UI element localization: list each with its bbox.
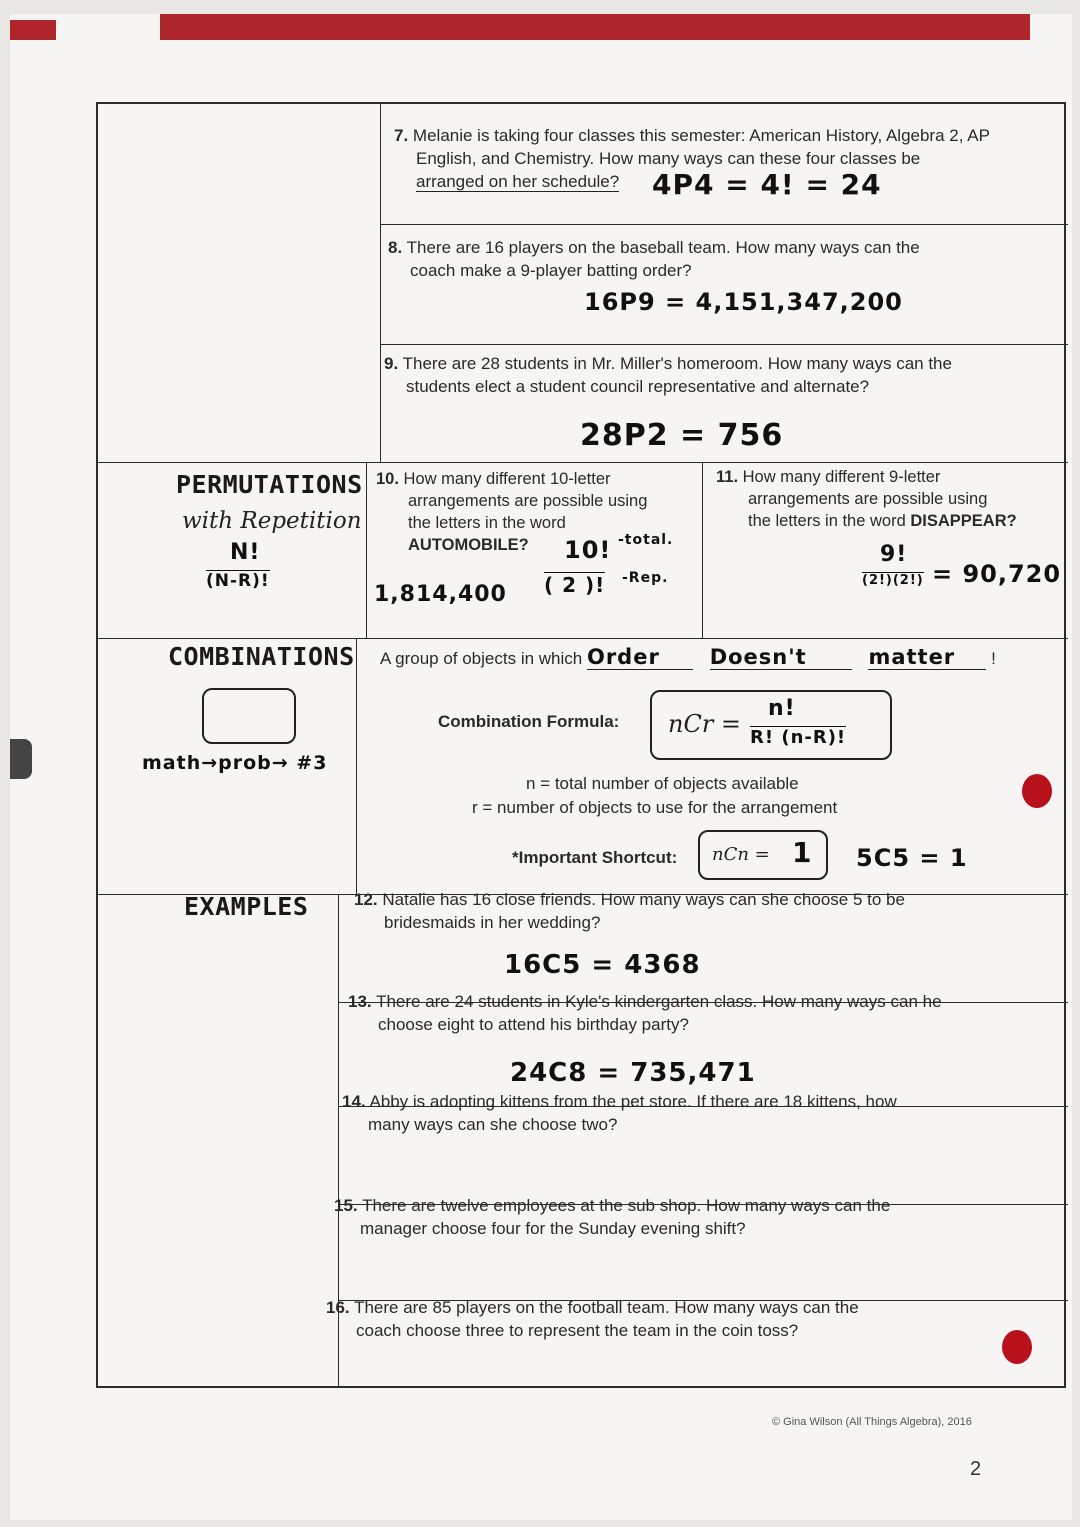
- combination-definition: A group of objects in which Order Doesn't matter !: [380, 645, 996, 669]
- combination-formula-label: Combination Formula:: [438, 712, 620, 731]
- combination-formula-lhs: nCr =: [668, 710, 742, 738]
- problem-13: 13. There are 24 students in Kyle's kindergarten class. How many ways can he choose eight to attend his birthday party?: [348, 992, 942, 1034]
- definition-n: n = total number of objects available: [526, 774, 799, 793]
- red-corner: [10, 20, 56, 40]
- combination-formula-box: [650, 690, 892, 760]
- row-divider: [380, 344, 1068, 345]
- problem-9-answer: 28P2 = 756: [580, 418, 784, 453]
- shortcut-label: *Important Shortcut:: [512, 848, 678, 867]
- problem-8-answer: 16P9 = 4,151,347,200: [584, 288, 903, 316]
- problem-15: 15. There are twelve employees at the sub shop. How many ways can the manager choose four for the Sunday evening shift?: [334, 1196, 891, 1238]
- problem-13-answer: 24C8 = 735,471: [510, 1058, 756, 1088]
- page-number: 2: [970, 1458, 982, 1480]
- column-divider: [356, 638, 357, 894]
- problem-10-work-denominator: ( 2 )!: [544, 573, 606, 597]
- problem-12: 12. Natalie has 16 close friends. How many ways can she choose 5 to be bridesmaids in her wedding?: [354, 890, 905, 932]
- combination-formula-numerator: n!: [768, 696, 796, 721]
- shortcut-value: 1: [792, 836, 813, 869]
- shortcut-lhs: nCn =: [712, 844, 770, 865]
- binder-clip: [10, 739, 32, 779]
- column-divider: [366, 462, 367, 638]
- problem-10-note-total: -total.: [618, 532, 674, 548]
- row-divider: [98, 462, 1068, 463]
- column-divider: [380, 104, 381, 462]
- combination-formula-denominator: R! (n-R)!: [750, 727, 847, 748]
- perm-rep-formula-numerator: N!: [230, 540, 261, 565]
- problem-11: 11. How many different 9-letter arrangements are possible using the letters in the word DISAPPEAR?: [716, 468, 1017, 530]
- problem-8: 8. There are 16 players on the baseball team. How many ways can the coach make a 9-player batting order?: [388, 238, 920, 280]
- problem-10-work-numerator: 10!: [564, 536, 612, 564]
- row-divider: [380, 224, 1068, 225]
- perm-rep-formula-denominator: (N-R)!: [206, 571, 270, 591]
- column-divider: [702, 462, 703, 638]
- section-subtitle-repetition: with Repetition: [182, 508, 362, 534]
- problem-11-work-denominator: (2!)(2!): [862, 573, 924, 588]
- section-title-examples: EXAMPLES: [184, 892, 309, 921]
- shortcut-box: [698, 830, 828, 880]
- section-title-permutations: PERMUTATIONS: [176, 470, 363, 499]
- section-title-combinations: COMBINATIONS: [168, 642, 355, 671]
- red-top-edge: [160, 14, 1030, 40]
- problem-11-work-numerator: 9!: [880, 542, 908, 567]
- problem-12-answer: 16C5 = 4368: [504, 950, 701, 980]
- problem-10-answer: 1,814,400: [374, 582, 507, 607]
- problem-9: 9. There are 28 students in Mr. Miller's homeroom. How many ways can the students elect a student council representative and alternate?: [384, 354, 952, 396]
- row-divider: [98, 638, 1068, 639]
- problem-10-note-rep: -Rep.: [622, 570, 669, 586]
- problem-14: 14. Abby is adopting kittens from the pet store. If there are 18 kittens, how many ways can she choose two?: [342, 1092, 897, 1134]
- problem-7-answer: 4P4 = 4! = 24: [652, 168, 882, 201]
- problem-11-answer: = 90,720: [932, 560, 1062, 588]
- worksheet-table: [96, 102, 1066, 1388]
- problem-16: 16. There are 85 players on the football team. How many ways can the coach choose three to represent the team in the coin toss?: [326, 1298, 859, 1340]
- answer-box: [202, 688, 296, 744]
- problem-7: 7. Melanie is taking four classes this semester: American History, Algebra 2, AP English, and Chemistry. How many ways can these four classes be arranged on her schedule?: [394, 126, 990, 191]
- problem-10: 10. How many different 10-letter arrangements are possible using the letters in the word AUTOMOBILE?: [376, 470, 648, 554]
- shortcut-example: 5C5 = 1: [856, 844, 968, 872]
- copyright-footer: © Gina Wilson (All Things Algebra), 2016: [772, 1416, 972, 1428]
- combinations-note: math→prob→ #3: [142, 752, 328, 774]
- definition-r: r = number of objects to use for the arrangement: [472, 798, 838, 817]
